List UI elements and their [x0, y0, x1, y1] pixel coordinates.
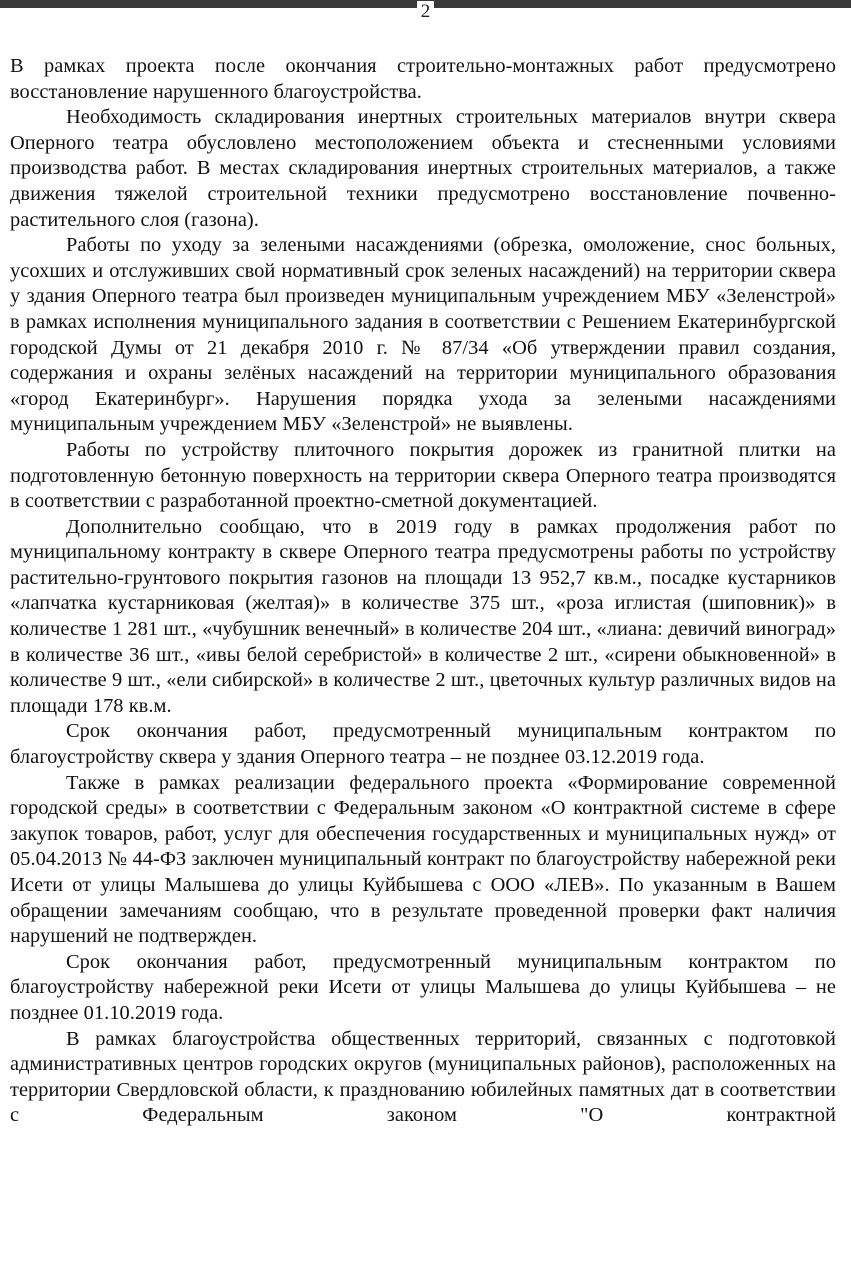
document-body [10, 54, 836, 1129]
paragraph-restoration: В рамках проекта после окончания строительно-монтажных работ предусмотрено восстановление нарушенного благоустройства. [10, 55, 836, 103]
paragraph-public-territories: В рамках благоустройства общественных территорий, связанных с подготовкой административных центров городских округов (муниципальных районов), расположенных на территории Свердловской области, к празднованию юбилейных памятных дат в соответствии с Федеральным законом "О контрактной [10, 1027, 836, 1127]
paragraph-embankment-contract: Также в рамках реализации федерального проекта «Формирование современной городской среды» в соответствии с Федеральным законом «О контрактной системе в сфере закупок товаров, работ, услуг для обеспечения государственных и муниципальных нужд» от 05.04.2013 № 44-ФЗ заключен муниципальный контракт по благоустройству набережной реки Исети от улицы Малышева до улицы Куйбышева с ООО «ЛЕВ». По указанным в Вашем обращении замечаниям сообщаю, что в результате проведенной проверки факт наличия нарушений не подтвержден. [10, 771, 836, 948]
paragraph-storage: Необходимость складирования инертных строительных материалов внутри сквера Оперного театра обусловлено местоположением объекта и стесненными условиями производства работ. В местах складирования инертных строительных материалов, а также движения тяжелой строительной техники предусмотрено восстановление почвенно-растительного слоя (газона). [10, 106, 836, 231]
paragraph-green-care: Работы по уходу за зелеными насаждениями (обрезка, омоложение, снос больных, усохших и отслуживших свой нормативный срок зеленых насаждений) на территории сквера у здания Оперного театра был произведен муниципальным учреждением МБУ «Зеленстрой» в рамках исполнения муниципального задания в соответствии с Решением Екатеринбургской городской Думы от 21 декабря 2010 г. № 87/34 «Об утверждении правил создания, содержания и охраны зелёных насаждений на территории муниципального образования «город Екатеринбург». Нарушения порядка ухода за зелеными насаждениями муниципальным учреждением МБУ «Зеленстрой» не выявлены. [10, 234, 836, 436]
paragraph-2019-works: Дополнительно сообщаю, что в 2019 году в рамках продолжения работ по муниципальному контракту в сквере Оперного театра предусмотрены работы по устройству растительно-грунтового покрытия газонов на площади 13 952,7 кв.м., посадке кустарников «лапчатка кустарниковая (желтая)» в количестве 375 шт., «роза иглистая (шиповник)» в количестве 1 281 шт., «чубушник венечный» в количестве 204 шт., «лиана: девичий виноград» в количестве 36 шт., «ивы белой серебристой» в количестве 2 шт., «сирени обыкновенной» в количестве 9 шт., «ели сибирской» в количестве 2 шт., цветочных культур различных видов на площади 178 кв.м. [10, 515, 836, 717]
paragraph-paving: Работы по устройству плиточного покрытия дорожек из гранитной плитки на подготовленную бетонную поверхность на территории сквера Оперного театра производятся в соответствии с разработанной проектно-сметной документацией. [10, 438, 836, 513]
page-number-text: 2 [417, 1, 435, 22]
paragraph-deadline-square: Срок окончания работ, предусмотренный муниципальным контрактом по благоустройству сквера у здания Оперного театра – не позднее 03.12.2019 года. [10, 720, 836, 769]
page-number [0, 2, 851, 22]
paragraph-deadline-embankment: Срок окончания работ, предусмотренный муниципальным контрактом по благоустройству набережной реки Исети от улицы Малышева до улицы Куйбышева – не позднее 01.10.2019 года. [10, 950, 836, 1024]
